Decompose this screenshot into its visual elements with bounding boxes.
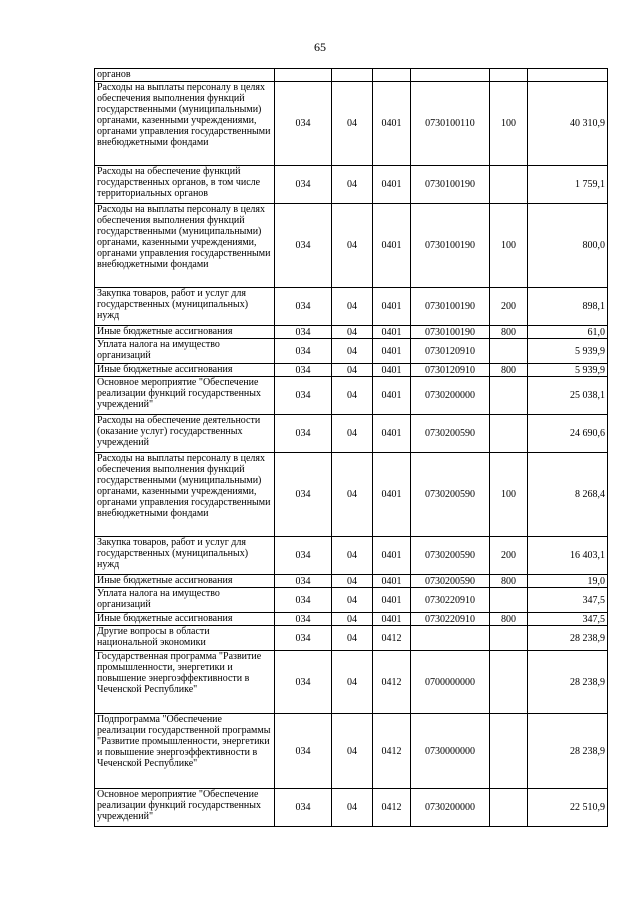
cell-rz: 04: [332, 82, 373, 166]
cell-rz: 04: [332, 537, 373, 575]
cell-name: органов: [95, 69, 275, 82]
cell-rz: 04: [332, 204, 373, 288]
table-row: [95, 82, 608, 166]
cell-csr: 0730000000: [411, 714, 490, 789]
cell-prz: 0401: [373, 166, 411, 204]
cell-prz: 0401: [373, 82, 411, 166]
cell-csr: [411, 69, 490, 82]
cell-ved: 034: [275, 166, 332, 204]
cell-name: Расходы на выплаты персоналу в целях обеспечения выполнения функций государственными (муниципальными) органами, казенными учреждениями, органами управления государственными внебюджетными фондами: [95, 82, 275, 166]
cell-name: Иные бюджетные ассигнования: [95, 364, 275, 377]
cell-csr: 0730200590: [411, 415, 490, 453]
cell-rz: 04: [332, 288, 373, 326]
cell-sum: 28 238,9: [528, 714, 608, 789]
cell-csr: 0730100190: [411, 204, 490, 288]
cell-csr: 0730100190: [411, 166, 490, 204]
cell-csr: 0730200000: [411, 377, 490, 415]
cell-vr: [490, 339, 528, 364]
cell-ved: 034: [275, 204, 332, 288]
table-row: [95, 415, 608, 453]
cell-ved: 034: [275, 651, 332, 714]
cell-name: Расходы на выплаты персоналу в целях обеспечения выполнения функций государственными (муниципальными) органами, казенными учреждениями, органами управления государственными внебюджетными фондами: [95, 204, 275, 288]
cell-vr: 200: [490, 288, 528, 326]
table-row: [95, 326, 608, 339]
cell-prz: 0401: [373, 326, 411, 339]
cell-csr: 0730200590: [411, 453, 490, 537]
cell-vr: 100: [490, 82, 528, 166]
table-row: [95, 537, 608, 575]
cell-ved: 034: [275, 288, 332, 326]
cell-sum: 8 268,4: [528, 453, 608, 537]
cell-vr: [490, 789, 528, 827]
cell-prz: 0401: [373, 453, 411, 537]
cell-vr: [490, 651, 528, 714]
cell-rz: 04: [332, 339, 373, 364]
cell-prz: 0401: [373, 613, 411, 626]
cell-rz: 04: [332, 377, 373, 415]
cell-name: Уплата налога на имущество организаций: [95, 588, 275, 613]
cell-sum: 61,0: [528, 326, 608, 339]
cell-rz: 04: [332, 613, 373, 626]
cell-rz: 04: [332, 453, 373, 537]
cell-ved: 034: [275, 537, 332, 575]
table-row: [95, 714, 608, 789]
cell-vr: [490, 69, 528, 82]
cell-sum: 5 939,9: [528, 339, 608, 364]
cell-sum: 898,1: [528, 288, 608, 326]
cell-prz: 0401: [373, 364, 411, 377]
cell-vr: [490, 714, 528, 789]
cell-csr: 0730220910: [411, 588, 490, 613]
cell-csr: 0700000000: [411, 651, 490, 714]
cell-csr: 0730120910: [411, 339, 490, 364]
table-row: [95, 651, 608, 714]
cell-name: Иные бюджетные ассигнования: [95, 575, 275, 588]
cell-ved: 034: [275, 575, 332, 588]
cell-csr: 0730120910: [411, 364, 490, 377]
cell-ved: [275, 69, 332, 82]
cell-sum: 800,0: [528, 204, 608, 288]
cell-vr: [490, 626, 528, 651]
cell-ved: 034: [275, 364, 332, 377]
cell-sum: 1 759,1: [528, 166, 608, 204]
cell-sum: 28 238,9: [528, 651, 608, 714]
cell-vr: [490, 588, 528, 613]
cell-rz: 04: [332, 789, 373, 827]
cell-prz: 0412: [373, 714, 411, 789]
table-row: [95, 575, 608, 588]
cell-rz: 04: [332, 714, 373, 789]
table-row: [95, 588, 608, 613]
cell-ved: 034: [275, 377, 332, 415]
cell-prz: 0401: [373, 575, 411, 588]
cell-rz: 04: [332, 626, 373, 651]
cell-rz: 04: [332, 415, 373, 453]
cell-csr: 0730200590: [411, 537, 490, 575]
cell-name: Закупка товаров, работ и услуг для государственных (муниципальных) нужд: [95, 537, 275, 575]
cell-sum: 5 939,9: [528, 364, 608, 377]
cell-prz: 0412: [373, 626, 411, 651]
cell-vr: [490, 166, 528, 204]
cell-prz: 0412: [373, 789, 411, 827]
cell-rz: 04: [332, 326, 373, 339]
cell-name: Государственная программа "Развитие промышленности, энергетики и повышение энергоэффективности в Чеченской Республике": [95, 651, 275, 714]
cell-name: Подпрограмма "Обеспечение реализации государственной программы "Развитие промышленности, энергетики и повышение энергоэффективности в Чеченской Республике": [95, 714, 275, 789]
table-row: [95, 339, 608, 364]
page-number: 65: [314, 40, 326, 54]
cell-prz: 0401: [373, 377, 411, 415]
cell-csr: 0730200590: [411, 575, 490, 588]
cell-prz: 0401: [373, 288, 411, 326]
cell-name: Уплата налога на имущество организаций: [95, 339, 275, 364]
cell-prz: 0412: [373, 651, 411, 714]
table-row: [95, 626, 608, 651]
cell-vr: 800: [490, 613, 528, 626]
cell-prz: 0401: [373, 339, 411, 364]
cell-rz: 04: [332, 588, 373, 613]
cell-csr: 0730200000: [411, 789, 490, 827]
cell-vr: [490, 415, 528, 453]
cell-sum: 347,5: [528, 613, 608, 626]
cell-ved: 034: [275, 339, 332, 364]
cell-ved: 034: [275, 415, 332, 453]
cell-csr: 0730220910: [411, 613, 490, 626]
cell-name: Закупка товаров, работ и услуг для государственных (муниципальных) нужд: [95, 288, 275, 326]
cell-ved: 034: [275, 789, 332, 827]
cell-name: Расходы на выплаты персоналу в целях обеспечения выполнения функций государственными (муниципальными) органами, казенными учреждениями, органами управления государственными внебюджетными фондами: [95, 453, 275, 537]
cell-prz: 0401: [373, 588, 411, 613]
table-row: [95, 613, 608, 626]
cell-sum: 40 310,9: [528, 82, 608, 166]
cell-ved: 034: [275, 82, 332, 166]
cell-ved: 034: [275, 326, 332, 339]
cell-sum: 25 038,1: [528, 377, 608, 415]
cell-sum: 24 690,6: [528, 415, 608, 453]
cell-name: Основное мероприятие "Обеспечение реализации функций государственных учреждений": [95, 377, 275, 415]
cell-ved: 034: [275, 613, 332, 626]
cell-csr: 0730100190: [411, 288, 490, 326]
cell-sum: 347,5: [528, 588, 608, 613]
table-row: [95, 377, 608, 415]
cell-rz: [332, 69, 373, 82]
cell-vr: 200: [490, 537, 528, 575]
cell-sum: [528, 69, 608, 82]
table-row: [95, 204, 608, 288]
cell-csr: [411, 626, 490, 651]
cell-prz: 0401: [373, 204, 411, 288]
table-row: [95, 288, 608, 326]
cell-vr: 100: [490, 204, 528, 288]
cell-sum: 19,0: [528, 575, 608, 588]
cell-sum: 28 238,9: [528, 626, 608, 651]
table-row: [95, 364, 608, 377]
cell-vr: 800: [490, 326, 528, 339]
cell-name: Расходы на обеспечение функций государственных органов, в том числе территориальных органов: [95, 166, 275, 204]
budget-table: [94, 68, 608, 827]
table-row: [95, 166, 608, 204]
cell-prz: 0401: [373, 537, 411, 575]
cell-csr: 0730100190: [411, 326, 490, 339]
cell-vr: 800: [490, 364, 528, 377]
cell-rz: 04: [332, 575, 373, 588]
table-row: [95, 789, 608, 827]
cell-sum: 22 510,9: [528, 789, 608, 827]
cell-vr: [490, 377, 528, 415]
cell-rz: 04: [332, 364, 373, 377]
table-row: [95, 453, 608, 537]
cell-csr: 0730100110: [411, 82, 490, 166]
cell-vr: 800: [490, 575, 528, 588]
cell-name: Иные бюджетные ассигнования: [95, 613, 275, 626]
cell-name: Иные бюджетные ассигнования: [95, 326, 275, 339]
cell-vr: 100: [490, 453, 528, 537]
cell-name: Другие вопросы в области национальной экономики: [95, 626, 275, 651]
table-row: [95, 69, 608, 82]
cell-prz: 0401: [373, 415, 411, 453]
cell-sum: 16 403,1: [528, 537, 608, 575]
cell-rz: 04: [332, 166, 373, 204]
cell-name: Расходы на обеспечение деятельности (оказание услуг) государственных учреждений: [95, 415, 275, 453]
cell-name: Основное мероприятие "Обеспечение реализации функций государственных учреждений": [95, 789, 275, 827]
cell-ved: 034: [275, 453, 332, 537]
cell-ved: 034: [275, 588, 332, 613]
cell-ved: 034: [275, 626, 332, 651]
cell-rz: 04: [332, 651, 373, 714]
cell-prz: [373, 69, 411, 82]
cell-ved: 034: [275, 714, 332, 789]
